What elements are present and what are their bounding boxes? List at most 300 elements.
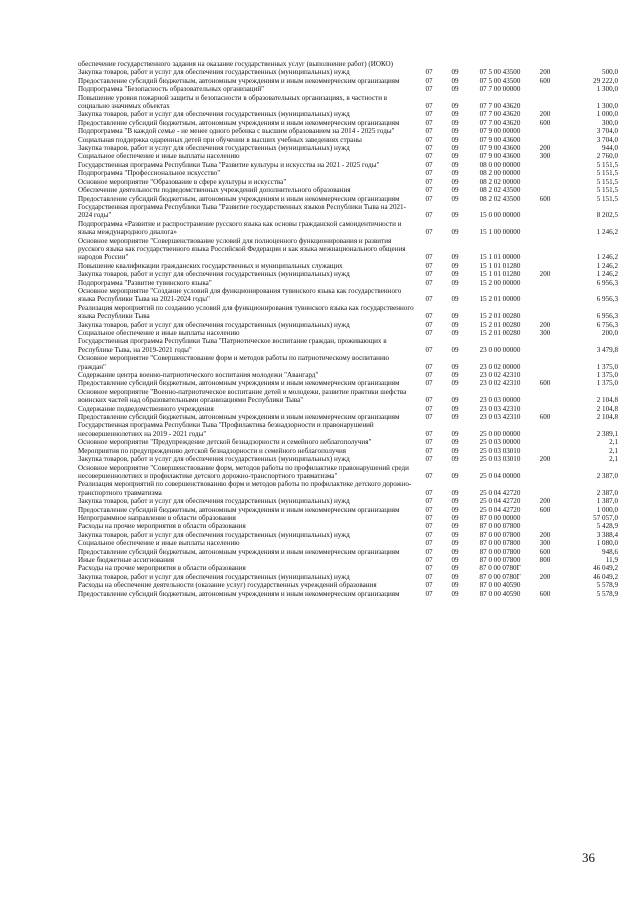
- row-section: 07: [425, 455, 433, 464]
- row-name: Содержание подведомственного учреждения: [78, 404, 214, 413]
- row-subsection: 09: [451, 68, 459, 77]
- row-subsection: 09: [451, 396, 459, 405]
- row-amount: 2,1: [609, 438, 618, 447]
- row-amount: 6 956,3: [596, 312, 618, 321]
- table-row: [78, 354, 618, 371]
- row-section: 07: [425, 547, 433, 556]
- row-name: Предоставление субсидий бюджетным, автономным учреждениям и иным некоммерческим организациям: [78, 379, 400, 388]
- row-expense-type: 200: [539, 110, 551, 119]
- row-amount: 3 704,0: [596, 127, 618, 136]
- row-section: 07: [425, 379, 433, 388]
- table-row: [78, 85, 618, 93]
- row-expense-type: 600: [539, 118, 551, 127]
- row-name: Социальная поддержка одаренных детей при обучении в высших учебных заведениях страны: [78, 135, 362, 144]
- row-subsection: 09: [451, 194, 459, 203]
- row-subsection: 09: [451, 589, 459, 598]
- row-target-item: 08 2 02 43500: [479, 186, 521, 195]
- table-row: [78, 421, 618, 438]
- row-subsection: 09: [451, 581, 459, 590]
- row-target-item: 87 0 00 07800: [479, 522, 521, 531]
- row-expense-type: 600: [539, 505, 551, 514]
- table-row: [78, 203, 618, 220]
- table-row: [78, 304, 618, 321]
- row-target-item: 87 0 00 0780Г: [479, 572, 521, 581]
- table-row: [78, 464, 618, 481]
- row-name: Предоставление субсидий бюджетным, автономным учреждениям и иным некоммерческим организациям: [78, 413, 400, 422]
- row-amount: 1 246,2: [596, 253, 618, 262]
- row-target-item: 25 0 03 03010: [479, 455, 521, 464]
- table-row: [78, 497, 618, 505]
- row-subsection: 09: [451, 312, 459, 321]
- row-section: 07: [425, 186, 433, 195]
- table-row: [78, 405, 618, 413]
- table-row: [78, 556, 618, 564]
- row-subsection: 09: [451, 555, 459, 564]
- row-amount: 5 151,5: [596, 169, 618, 178]
- table-row: [78, 447, 618, 455]
- row-name: Закупка товаров, работ и услуг для обеспечения государственных (муниципальных) нужд: [78, 530, 350, 539]
- row-target-item: 08 2 02 00000: [479, 177, 521, 186]
- table-row: [78, 329, 618, 337]
- row-section: 07: [425, 589, 433, 598]
- row-section: 07: [425, 135, 433, 144]
- row-name: Закупка товаров, работ и услуг для обеспечения государственных (муниципальных) нужд: [78, 110, 350, 119]
- row-subsection: 09: [451, 177, 459, 186]
- row-section: 07: [425, 371, 433, 380]
- row-expense-type: 600: [539, 547, 551, 556]
- row-amount: 11,9: [605, 555, 618, 564]
- row-name: Государственная программа Республики Тыва "Профилактика безнадзорности и правонарушений несовершеннолетних на 2019 - 2021 годы": [78, 421, 374, 438]
- row-section: 07: [425, 68, 433, 77]
- row-section: 07: [425, 429, 433, 438]
- row-target-item: 15 2 01 00000: [479, 295, 521, 304]
- row-name: Закупка товаров, работ и услуг для обеспечения государственных (муниципальных) нужд: [78, 68, 350, 77]
- row-subsection: 09: [451, 228, 459, 237]
- row-target-item: 07 5 00 43500: [479, 68, 521, 77]
- row-subsection: 09: [451, 547, 459, 556]
- row-amount: 200,0: [602, 329, 618, 337]
- row-section: 07: [425, 261, 433, 270]
- row-expense-type: 600: [539, 413, 551, 422]
- row-target-item: 23 0 03 00000: [479, 396, 521, 405]
- row-target-item: 87 0 00 07800: [479, 539, 521, 548]
- table-row: [78, 110, 618, 118]
- row-subsection: 09: [451, 371, 459, 380]
- row-amount: 2 387,0: [596, 471, 618, 480]
- row-target-item: 25 0 04 42720: [479, 505, 521, 514]
- row-section: 07: [425, 413, 433, 422]
- row-expense-type: 200: [539, 320, 551, 329]
- row-subsection: 09: [451, 76, 459, 85]
- row-subsection: 09: [451, 118, 459, 127]
- page-number: 36: [582, 850, 595, 865]
- row-subsection: 09: [451, 362, 459, 371]
- row-expense-type: 600: [539, 589, 551, 598]
- row-subsection: 09: [451, 497, 459, 506]
- row-amount: 8 202,5: [596, 211, 618, 220]
- row-name: Предоставление субсидий бюджетным, автономным учреждениям и иным некоммерческим организациям: [78, 76, 400, 85]
- row-section: 07: [425, 177, 433, 186]
- row-amount: 1 300,0: [596, 102, 618, 111]
- table-row: [78, 161, 618, 169]
- row-target-item: 25 0 04 00000: [479, 471, 521, 480]
- row-expense-type: 200: [539, 270, 551, 279]
- row-expense-type: 200: [539, 144, 551, 153]
- row-expense-type: 300: [539, 539, 551, 548]
- row-section: 07: [425, 312, 433, 321]
- row-name: Основное мероприятие "Совершенствование условий для полноценного функционирования и развития русского языка как государственного языка Российской Федерации и как языка межнационального общения народов России": [78, 236, 406, 262]
- row-target-item: 15 1 01 00000: [479, 253, 521, 262]
- row-target-item: 23 0 03 42310: [479, 413, 521, 422]
- row-target-item: 07 5 00 43500: [479, 76, 521, 85]
- row-target-item: 08 2 02 43500: [479, 194, 521, 203]
- row-target-item: 23 0 03 42310: [479, 404, 521, 413]
- row-amount: 5 428,9: [596, 522, 618, 531]
- row-amount: 29 222,0: [593, 76, 618, 85]
- row-subsection: 09: [451, 144, 459, 153]
- row-amount: 5 578,9: [596, 581, 618, 590]
- row-subsection: 09: [451, 522, 459, 531]
- row-section: 07: [425, 396, 433, 405]
- row-target-item: 25 0 00 00000: [479, 429, 521, 438]
- row-expense-type: 600: [539, 194, 551, 203]
- row-target-item: 25 0 04 42720: [479, 488, 521, 497]
- table-row: [78, 413, 618, 421]
- table-row: [78, 68, 618, 76]
- row-name: Предоставление субсидий бюджетным, автономным учреждениям и иным некоммерческим организациям: [78, 589, 400, 598]
- row-target-item: 87 0 00 0780Г: [479, 564, 521, 573]
- row-section: 07: [425, 488, 433, 497]
- table-row: [78, 127, 618, 135]
- row-name: Подпрограмма "Профессиональное искусство": [78, 169, 221, 178]
- table-row: [78, 455, 618, 463]
- row-target-item: 08 0 00 00000: [479, 160, 521, 169]
- row-target-item: 87 0 00 07800: [479, 547, 521, 556]
- row-target-item: 87 0 00 40590: [479, 581, 521, 590]
- row-section: 07: [425, 564, 433, 573]
- table-row: [78, 531, 618, 539]
- row-subsection: 09: [451, 513, 459, 522]
- row-section: 07: [425, 446, 433, 455]
- budget-table: [78, 60, 618, 598]
- table-row: [78, 438, 618, 446]
- table-row: [78, 144, 618, 152]
- row-subsection: 09: [451, 152, 459, 161]
- row-subsection: 09: [451, 404, 459, 413]
- row-section: 07: [425, 102, 433, 111]
- row-subsection: 09: [451, 102, 459, 111]
- table-row: [78, 522, 618, 530]
- table-row: [78, 195, 618, 203]
- row-section: 07: [425, 555, 433, 564]
- row-subsection: 09: [451, 564, 459, 573]
- row-name: Основное мероприятие "Образование в сфере культуры и искусства": [78, 177, 287, 186]
- row-name: Основное мероприятие "Совершенствование форм, методов работы по профилактике правонарушений среди несовершеннолетних и профилактике детского дорожно-транспортного травматизма": [78, 463, 409, 480]
- row-subsection: 09: [451, 446, 459, 455]
- table-row: [78, 220, 618, 237]
- row-amount: 6 756,3: [596, 320, 618, 329]
- row-subsection: 09: [451, 429, 459, 438]
- row-target-item: 25 0 03 03010: [479, 446, 521, 455]
- row-amount: 2,1: [609, 446, 618, 455]
- row-subsection: 09: [451, 345, 459, 354]
- row-target-item: 87 0 00 40590: [479, 589, 521, 598]
- table-row: [78, 279, 618, 287]
- table-row: [78, 480, 618, 497]
- row-section: 07: [425, 169, 433, 178]
- row-name: Социальное обеспечение и иные выплаты населению: [78, 539, 240, 548]
- row-section: 07: [425, 253, 433, 262]
- row-expense-type: 200: [539, 455, 551, 464]
- row-target-item: 07 9 00 43600: [479, 144, 521, 153]
- row-expense-type: 200: [539, 530, 551, 539]
- row-amount: 1 000,0: [596, 505, 618, 514]
- row-section: 07: [425, 127, 433, 136]
- row-amount: 1 375,0: [596, 371, 618, 380]
- row-target-item: 25 0 03 00000: [479, 438, 521, 447]
- row-subsection: 09: [451, 85, 459, 94]
- row-name: Социальное обеспечение и иные выплаты населению: [78, 152, 240, 161]
- row-amount: 1 080,0: [596, 539, 618, 548]
- row-target-item: 15 2 00 00000: [479, 278, 521, 287]
- row-expense-type: 600: [539, 379, 551, 388]
- row-expense-type: 600: [539, 76, 551, 85]
- table-row: [78, 186, 618, 194]
- table-row: [78, 573, 618, 581]
- row-subsection: 09: [451, 135, 459, 144]
- row-target-item: 15 0 00 00000: [479, 211, 521, 220]
- row-section: 07: [425, 320, 433, 329]
- table-row: [78, 539, 618, 547]
- row-name: Подпрограмма «Развитие и распространение русского языка как основы гражданской самоидентичности и языка международного диалога»: [78, 219, 402, 237]
- row-target-item: 07 9 00 00000: [479, 127, 521, 136]
- row-subsection: 09: [451, 110, 459, 119]
- row-amount: 944,0: [602, 144, 618, 153]
- table-row: [78, 77, 618, 85]
- table-row: [78, 581, 618, 589]
- row-subsection: 09: [451, 413, 459, 422]
- row-subsection: 09: [451, 438, 459, 447]
- row-name: Содержание центра военно-патриотического воспитания молодежи "Авангард": [78, 371, 319, 380]
- row-name: Реализация мероприятий по совершенствованию форм и методов работы по профилактике детского дорожно-транспортного травматизма: [78, 480, 412, 497]
- table-row: [78, 152, 618, 160]
- row-name: Закупка товаров, работ и услуг для обеспечения государственных (муниципальных) нужд: [78, 320, 350, 329]
- row-section: 07: [425, 572, 433, 581]
- row-subsection: 09: [451, 253, 459, 262]
- row-name: Непрограммное направление в области образования: [78, 513, 236, 522]
- row-name: Расходы на прочие мероприятия в области образования: [78, 564, 246, 573]
- row-target-item: 23 0 02 42310: [479, 371, 521, 380]
- table-row: [78, 136, 618, 144]
- table-row: [78, 119, 618, 127]
- row-expense-type: 800: [539, 555, 551, 564]
- row-target-item: 15 2 01 00280: [479, 312, 521, 321]
- row-amount: 46 049,2: [593, 564, 618, 573]
- row-name: Мероприятия по предупреждению детской безнадзорности и семейного неблагополучия: [78, 446, 347, 455]
- row-section: 07: [425, 345, 433, 354]
- table-row: [78, 514, 618, 522]
- row-expense-type: 200: [539, 572, 551, 581]
- row-amount: 1 000,0: [596, 110, 618, 119]
- row-target-item: 15 1 01 01280: [479, 261, 521, 270]
- row-section: 07: [425, 497, 433, 506]
- row-amount: 2 389,1: [596, 429, 618, 438]
- table-row: [78, 388, 618, 405]
- row-name: Социальное обеспечение и иные выплаты населению: [78, 329, 240, 337]
- row-section: 07: [425, 505, 433, 514]
- row-name: Закупка товаров, работ и услуг для обеспечения государственных (муниципальных) нужд: [78, 144, 350, 153]
- row-name: Предоставление субсидий бюджетным, автономным учреждениям и иным некоммерческим организациям: [78, 547, 400, 556]
- table-row: [78, 287, 618, 304]
- row-amount: 3 479,8: [596, 345, 618, 354]
- row-subsection: 09: [451, 160, 459, 169]
- row-target-item: 23 0 02 00000: [479, 362, 521, 371]
- row-target-item: 15 2 01 00280: [479, 320, 521, 329]
- table-row: [78, 337, 618, 354]
- row-section: 07: [425, 295, 433, 304]
- row-amount: 5 151,5: [596, 186, 618, 195]
- row-amount: 1 246,2: [596, 270, 618, 279]
- row-name: Основное мероприятие "Военно-патриотическое воспитание детей и молодежи, развитие практики шефства воинских частей над образовательными организациями Республики Тыва": [78, 387, 407, 405]
- row-name: Предоставление субсидий бюджетным, автономным учреждениям и иным некоммерческим организациям: [78, 194, 400, 203]
- row-amount: 500,0: [602, 68, 618, 77]
- row-name: Закупка товаров, работ и услуг для обеспечения государственных (муниципальных) нужд: [78, 455, 350, 464]
- row-name: Повышение уровня пожарной защиты и безопасности в образовательных организациях, в частности в социально значимых объектах: [78, 93, 388, 111]
- row-section: 07: [425, 438, 433, 447]
- row-section: 07: [425, 278, 433, 287]
- row-amount: 300,0: [602, 118, 618, 127]
- row-section: 07: [425, 211, 433, 220]
- row-name: Основное мероприятие "Предупреждение детской безнадзорности и семейного неблагополучия": [78, 438, 372, 447]
- table-row: [78, 178, 618, 186]
- row-subsection: 09: [451, 186, 459, 195]
- table-row: [78, 262, 618, 270]
- row-name: Иные бюджетные ассигнования: [78, 555, 175, 564]
- row-subsection: 09: [451, 488, 459, 497]
- row-subsection: 09: [451, 455, 459, 464]
- row-name: Предоставление субсидий бюджетным, автономным учреждениям и иным некоммерческим организациям: [78, 118, 400, 127]
- row-name: Обеспечение деятельности подведомственных учреждений дополнительного образования: [78, 186, 351, 195]
- row-name: Расходы на прочие мероприятия в области образования: [78, 522, 246, 531]
- row-amount: 3 704,0: [596, 135, 618, 144]
- table-row: [78, 169, 618, 177]
- row-target-item: 15 1 00 00000: [479, 228, 521, 237]
- row-subsection: 09: [451, 379, 459, 388]
- row-section: 07: [425, 85, 433, 94]
- row-amount: 1 300,0: [596, 85, 618, 94]
- row-subsection: 09: [451, 505, 459, 514]
- row-subsection: 09: [451, 539, 459, 548]
- row-name: Закупка товаров, работ и услуг для обеспечения государственных (муниципальных) нужд: [78, 497, 350, 506]
- row-section: 07: [425, 329, 433, 337]
- table-row: [78, 237, 618, 262]
- row-amount: 57 057,0: [593, 513, 618, 522]
- row-target-item: 87 0 00 07800: [479, 555, 521, 564]
- row-subsection: 09: [451, 127, 459, 136]
- row-target-item: 87 0 00 00000: [479, 513, 521, 522]
- row-target-item: 23 0 00 00000: [479, 345, 521, 354]
- row-name: Основное мероприятие "Создание условий для функционирования тувинского языка как государственного языка Республики Тыва на 2021-2024 годы": [78, 286, 402, 304]
- row-amount: 2 760,0: [596, 152, 618, 161]
- row-target-item: 87 0 00 07800: [479, 530, 521, 539]
- row-target-item: 25 0 04 42720: [479, 497, 521, 506]
- row-amount: 2 104,8: [596, 413, 618, 422]
- table-row: [78, 506, 618, 514]
- row-amount: 46 049,2: [593, 572, 618, 581]
- row-section: 07: [425, 228, 433, 237]
- row-name: Закупка товаров, работ и услуг для обеспечения государственных (муниципальных) нужд: [78, 270, 350, 279]
- row-amount: 1 375,0: [596, 379, 618, 388]
- row-subsection: 09: [451, 278, 459, 287]
- row-amount: 948,6: [602, 547, 618, 556]
- row-section: 07: [425, 530, 433, 539]
- row-amount: 6 956,3: [596, 295, 618, 304]
- row-subsection: 09: [451, 211, 459, 220]
- row-amount: 2 104,8: [596, 396, 618, 405]
- table-row: [78, 270, 618, 278]
- row-name: Подпрограмма "Безопасность образовательных организаций": [78, 85, 265, 94]
- row-target-item: 07 7 00 43620: [479, 118, 521, 127]
- row-name: обеспечение государственного задания на оказание государственных услуг (выполнение работ) (ИОКО): [78, 60, 394, 68]
- row-subsection: 09: [451, 471, 459, 480]
- row-expense-type: 200: [539, 497, 551, 506]
- row-expense-type: 300: [539, 152, 551, 161]
- table-row: [78, 60, 618, 68]
- row-section: 07: [425, 404, 433, 413]
- row-target-item: 07 9 00 43600: [479, 152, 521, 161]
- row-amount: 1 375,0: [596, 362, 618, 371]
- row-section: 07: [425, 152, 433, 161]
- row-name: Основное мероприятие "Совершенствование форм и методов работы по патриотическому воспитанию граждан": [78, 354, 390, 371]
- row-amount: 2 387,0: [596, 488, 618, 497]
- row-target-item: 15 2 01 00280: [479, 329, 521, 337]
- table-row: [78, 548, 618, 556]
- row-name: Подпрограмма "В каждой семье - не менее одного ребенка с высшим образованием на 2014 - 2025 годы": [78, 127, 395, 136]
- row-name: Реализация мероприятий по созданию условий для функционирования тувинского языка как государственного языка Республики Тыва: [78, 303, 414, 321]
- row-subsection: 09: [451, 530, 459, 539]
- row-amount: 2,1: [609, 455, 618, 464]
- row-section: 07: [425, 513, 433, 522]
- row-amount: 1 246,2: [596, 228, 618, 237]
- row-subsection: 09: [451, 329, 459, 337]
- row-section: 07: [425, 110, 433, 119]
- row-target-item: 15 1 01 01280: [479, 270, 521, 279]
- row-subsection: 09: [451, 169, 459, 178]
- row-subsection: 09: [451, 572, 459, 581]
- row-amount: 3 388,4: [596, 530, 618, 539]
- row-subsection: 09: [451, 270, 459, 279]
- row-amount: 1 246,2: [596, 261, 618, 270]
- row-target-item: 07 7 00 00000: [479, 85, 521, 94]
- row-target-item: 07 7 00 43620: [479, 110, 521, 119]
- row-name: Государственная программа Республики Тыва "Развитие государственных языков Республики Тыва на 2021-2024 годы": [78, 202, 406, 220]
- row-amount: 6 956,3: [596, 278, 618, 287]
- table-row: [78, 94, 618, 111]
- row-section: 07: [425, 76, 433, 85]
- row-expense-type: 300: [539, 329, 551, 337]
- table-row: [78, 379, 618, 387]
- row-target-item: 23 0 02 42310: [479, 379, 521, 388]
- row-name: Предоставление субсидий бюджетным, автономным учреждениям и иным некоммерческим организациям: [78, 505, 400, 514]
- row-section: 07: [425, 144, 433, 153]
- row-expense-type: 200: [539, 68, 551, 77]
- row-name: Государственная программа Республики Тыва "Развитие культуры и искусства на 2021 - 2025 годы": [78, 160, 380, 169]
- row-amount: 5 151,5: [596, 177, 618, 186]
- row-section: 07: [425, 581, 433, 590]
- row-subsection: 09: [451, 261, 459, 270]
- row-section: 07: [425, 471, 433, 480]
- row-amount: 5 151,5: [596, 160, 618, 169]
